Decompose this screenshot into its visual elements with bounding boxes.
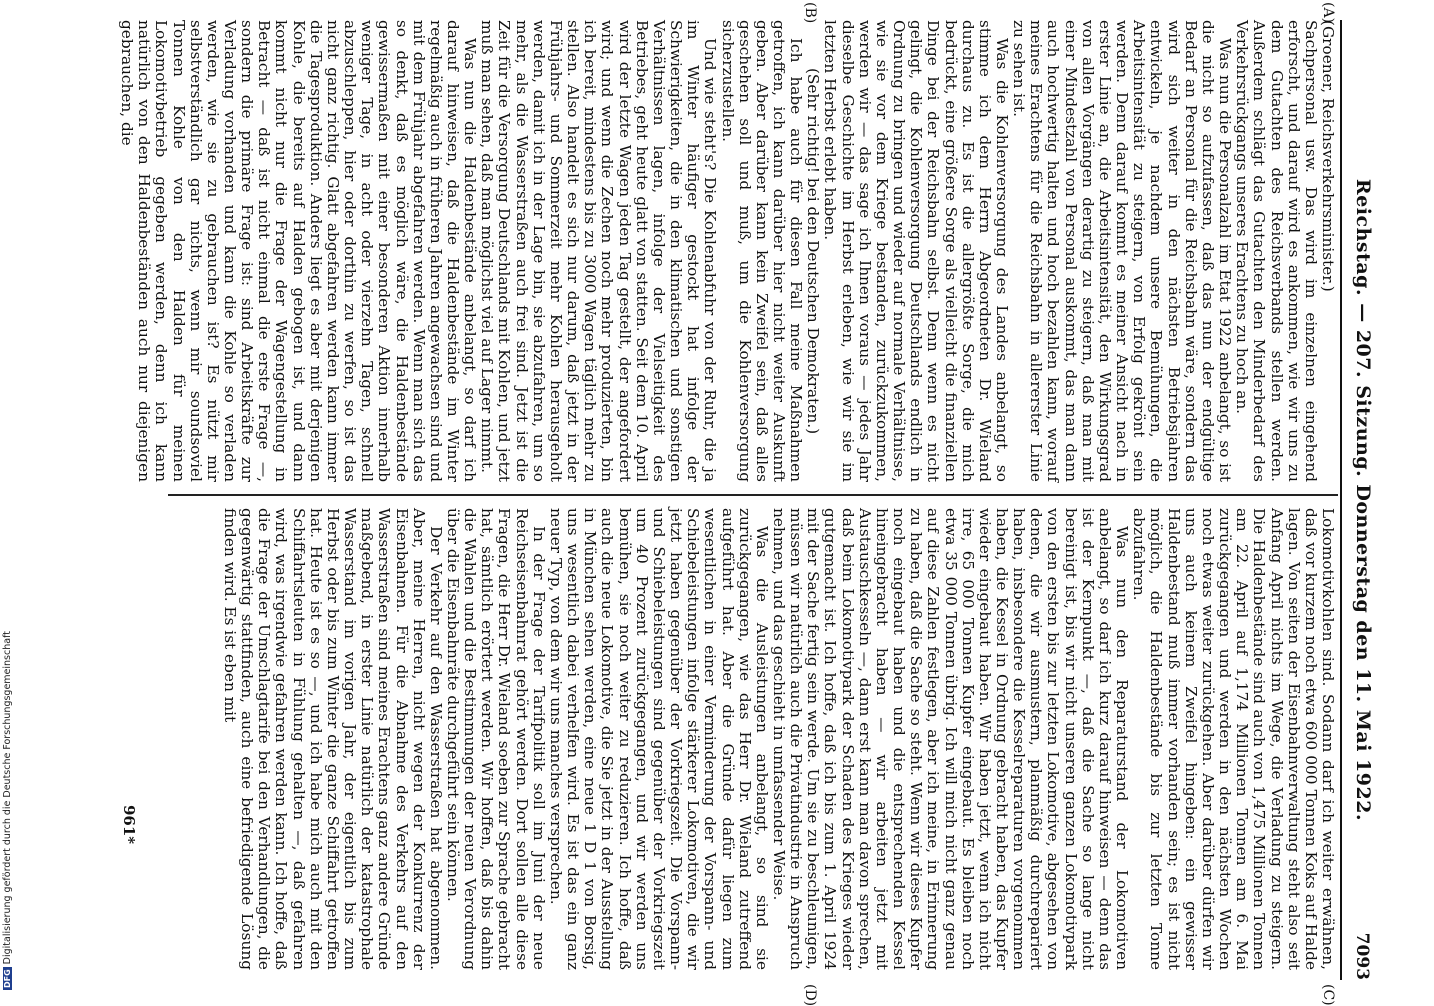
speaker-line: (Groener, Reichsverkehrsminister.) xyxy=(1319,20,1337,292)
column-divider xyxy=(168,494,1338,496)
interjection: (Sehr richtig! bei den Deutschen Demokraten.) xyxy=(804,67,823,435)
paragraph: Was nun die Personalzahl im Etat 1922 anbelangt, so ist die nicht so aufzufassen, daß das nun der endgültige Bedarf an Personal für die Reichsbahn wäre, sondern das wird sich weiter in den nächsten Betriebsjahren entwickeln, je nachdem unsere Bemühungen, die Arbeitsintensität zu steigern, von Erfolg gekrönt sein werden. Denn darauf kommt es meiner Ansicht nach in erster Linie an, die Arbeitsintensität, den Wirkungsgrad von allen Vorgängen derartig zu steigern, daß man mit einer Mindestzahl von Personal auskommt, das man dann auch hochwertig halten und hoch bezahlen kann, worauf meines Erachtens für die Reichsbahn in allererster Linie zu sehen ist. xyxy=(1010,20,1235,482)
signature-mark: 961* xyxy=(120,805,138,845)
paragraph: In der Frage der Tarifpolitik soll im Juni der neue Reichseisenbahnrat gehört werden. Dort sollen alle diese Fragen, die Herr Dr. Wieland soeben zur Sprache gebracht hat, sämtlich erörtert werden. Wir hoffen, daß bis dahin die Wahlen und die Bestimmungen der neuen Verordnung über die Eisenbahnräte durchgeführt sein können. xyxy=(444,508,548,970)
page-header xyxy=(1344,20,1378,980)
paragraph: Was nun den Reparaturstand der Lokomotiven anbelangt, so darf ich kurz darauf hinweisen — denn das ist der Kernpunkt —, daß die Sache so lange nicht bereinigt ist, bis wir nicht unseren ganzen Lokomotivpark von den ersten bis zur letzten Lokomotive, abgesehen von denen, die wir ausmustern, planmäßig durchrepariert haben, insbesondere die Kesselreparaturen vorgenommen haben, die Kessel in Ordnung gebracht haben, das Kupfer wieder eingebaut haben. Wir haben jetzt, wenn ich nicht irre, 65 000 Tonnen Kupfer eingebaut. Es bleiben noch etwa 35 000 Tonnen übrig. Ich will mich nicht ganz genau auf diese Zahlen festlegen, aber ich meine, in Erinnerung zu haben, daß die Sache so steht. Wenn wir dieses Kupfer noch eingebaut haben und die entsprechenden Kessel hineingebracht haben — wir arbeiten jetzt mit Austauschkesseln —, dann erst kann man davon sprechen, daß beim Lokomotivpark der Schaden des Krieges wieder gutgemacht ist. Ich hoffe, daß ich bis zum 1. April 1924 mit der Sache fertig sein werde. Um sie zu beschleunigen, müssen wir natürlich auch die Privatindustrie in Anspruch nehmen, und das geschieht in umfassender Weise. xyxy=(770,508,1132,970)
paragraph: Ich habe auch für diesen Fall meine Maßnahmen getroffen, ich kann darüber hier nicht weiter Auskunft geben. Aber darüber kann kein Zweifel sein, daß alles geschehen soll und muß, um die Kohlenversorgung sicherzustellen. xyxy=(718,20,806,482)
rotated-document-page xyxy=(100,0,1400,1006)
paragraph: Lokomotivkohlen sind. Sodann darf ich weiter erwähnen, daß vor kurzem noch etwa 600 000 Tonnen Koks auf Halde lagen. Von seiten der Eisenbahnverwaltung steht also seit Anfang April nichts im Wege, die Verladung zu steigern. Die Haldenbestände sind auch von 1,475 Millionen Tonnen am 22. April auf 1,174 Millionen Tonnen am 6. Mai zurückgegangen und werden in den nächsten Wochen noch etwas weiter zurückgehen. Aber darüber dürfen wir uns auch keinem Zweifel hingeben: ein gewisser Haldenbestand muß immer vorhanden sein; es ist nicht möglich, die Haldenbestände bis zur letzten Tonne abzufahren. xyxy=(1130,508,1337,970)
left-column xyxy=(118,20,1336,482)
right-column xyxy=(221,508,1336,970)
header-rule xyxy=(1340,20,1342,980)
running-title: Reichstag. — 207. Sitzung. Donnerstag den 11. Mai 1922. xyxy=(1352,178,1374,822)
digitization-credit-text: Digitalisierung gefördert durch die Deutsche Forschungsgemeinschaft xyxy=(2,631,13,965)
margin-marker-c: (C) xyxy=(1320,984,1336,1006)
margin-marker-b: (B) xyxy=(802,2,818,24)
margin-marker-d: (D) xyxy=(802,984,818,1006)
margin-marker-a: (A) xyxy=(1320,2,1336,24)
paragraph: Was nun die Haldenbestände anbelangt, so darf ich darauf hinweisen, daß die Haldenbestände im Winter regelmäßig auch in früheren Jahren angewachsen sind und mit dem Frühjahr abgefahren werden. Wenn man sich das so denkt, daß es möglich wäre, die Haldenbestände gewissermaßen mit einer besonderen Aktion innerhalb weniger Tage, in acht oder vierzehn Tagen, schnell abzuschleppen, hier oder dorthin zu werfen, so ist das nicht ganz richtig. Glatt abgefahren werden kann immer die Tagesproduktion. Anders liegt es aber mit derjenigen Kohle, die bereits auf Halden gebogen ist, und dann kommt nicht nur die Frage der Wagengestellung in Betracht — daß ist nicht einmal die erste Frage —, sondern die primäre Frage ist: sind Arbeitskräfte zur Verladung vorhanden und kann die Kohle so verladen werden, wie sie zu gebrauchen ist? Es nützt mir selbstverständlich gar nichts, wenn mir soundsoviel Tonnen Kohle von den Halden für meinen Lokomotivbetrieb gegeben werden, denn ich kann natürlich von den Haldenbeständen auch nur diejenigen gebrauchen, die xyxy=(118,20,480,482)
paragraph: Was die Kohlenversorgung des Landes anbelangt, so stimme ich dem Herrn Abgeordneten Dr. Wieland durchaus zu. Es ist die allergrößte Sorge, die mich bedrückt, eine größere Sorge als vielleicht die finanziellen Dinge bei der Reichsbahn selbst. Denn wenn es nicht gelingt, die Kohlenversorgung Deutschlands endlich in Ordnung zu bringen und wieder auf normale Verhältnisse, wie sie vor dem Kriege bestanden, zurückzukommen, werden wir — das sage ich Ihnen voraus — jedes Jahr dieselbe Geschichte im Herbst erleben, wie wir sie im letzten Herbst erlebt haben. xyxy=(821,20,1012,482)
page-number: 7093 xyxy=(1352,932,1372,980)
paragraph: Was die Ausleistungen anbelangt, so sind sie zurückgegangen, wie das Herr Dr. Wieland zutreffend aufgeführt hat. Aber die Gründe dafür liegen zum wesentlichen in einer Verminderung der Vorspann- und Schiebeleistungen infolge stärkerer Lokomotiven, die wir jetzt haben gegenüber der Vorkriegszeit. Die Vorspann- und Schiebeleistungen sind gegenüber der Vorkriegszeit um 40 Prozent zurückgegangen, und wir werden uns bemühen, sie noch weiter zu reduzieren. Ich hoffe, daß auch die neue Lokomotive, die Sie jetzt in der Ausstellung in München sehen werden, eine neue 1 D 1 von Borsig, uns wesentlich dabei verhelfen wird. Es ist das ein ganz neuer Typ, von dem wir uns manches versprechen. xyxy=(546,508,771,970)
paragraph: Der Verkehr auf den Wasserstraßen hat abgenommen. Aber, meine Herren, nicht wegen der Konkurrenz der Eisenbahnen. Für die Abnahme des Verkehrs auf den Wasserstraßen sind meines Erachtens ganz andere Gründe maßgebend, in erster Linie natürlich der katastrophale Wasserstand im vorigen Jahr, der eigentlich bis zum Herbst oder bis zum Winter die ganze Schiffahrt getroffen hat. Heute ist es so —, und ich habe mich auch mit den Schiffahrtsleuten in Fühlung gehalten —, daß gefahren wird, was irgendwie gefahren werden kann. Ich hoffe, daß die Frage der Umschlagtarife bei den Verhandlungen, die gegenwärtig stattfinden, auch eine befriedigende Lösung finden wird. Es ist eben mit xyxy=(221,508,445,970)
dfg-logo: DFG xyxy=(3,969,12,988)
paragraph: Und wie steht's? Die Kohlenabfuhr von der Ruhr, die ja im Winter häufiger gestockt hat infolge der Schwierigkeiten, die in den klimatischen und sonstigen Verhältnissen lagen, infolge der Vielseitigkeit des Betriebes, geht heute glatt von statten. Seit dem 10. April wird der letzte Wagen jeden Tag gestellt, der angefordert wird; und wenn die Zechen noch mehr produzierten, bin ich bereit, mindestens bis zu 3000 Wagen täglich mehr zu stellen. Also handelt es sich nur darum, daß jetzt in der Frühjahrs- und Sommerzeit mehr Kohlen herausgeholt werden, damit ich in der Lage bin, sie abzufahren, um so mehr, als die Wasserstraßen auch frei sind. Jetzt ist die Zeit für die Versorgung Deutschlands mit Kohlen, und jetzt muß man sehen, daß man möglichst viel auf Lager nimmt. xyxy=(478,20,720,482)
digitization-credit xyxy=(2,0,16,990)
paragraph: Sachpersonal usw. Das wird im einzelnen eingehend erforscht, und darauf wird es ankommen, wie wir uns zu dem Gutachten des Reichsverbands stellen werden. Außerdem schlägt das Gutachten den Minderbedarf des Verkehrsrückgangs unseres Erachtens zu hoch an. xyxy=(1233,20,1320,482)
